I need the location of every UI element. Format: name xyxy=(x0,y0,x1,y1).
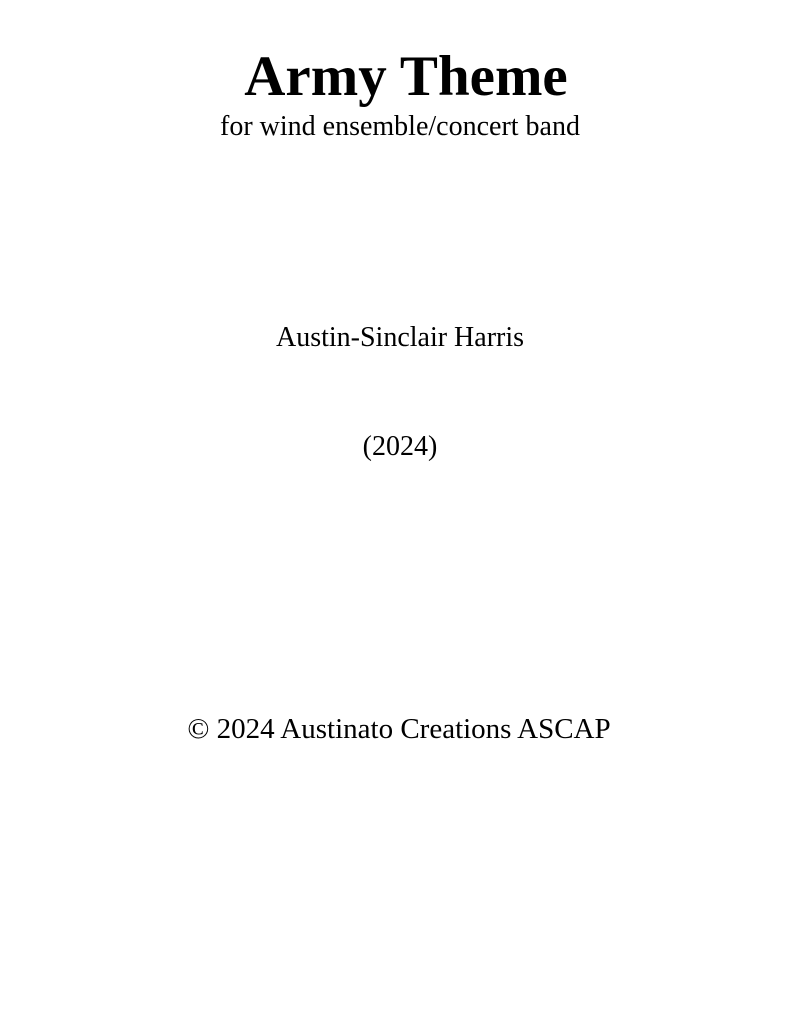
page-title: Army Theme xyxy=(244,45,568,108)
composition-year: (2024) xyxy=(362,431,438,462)
page-subtitle: for wind ensemble/concert band xyxy=(220,111,580,142)
copyright-notice: © 2024 Austinato Creations ASCAP xyxy=(187,713,611,745)
composer-name: Austin-Sinclair Harris xyxy=(275,322,525,353)
